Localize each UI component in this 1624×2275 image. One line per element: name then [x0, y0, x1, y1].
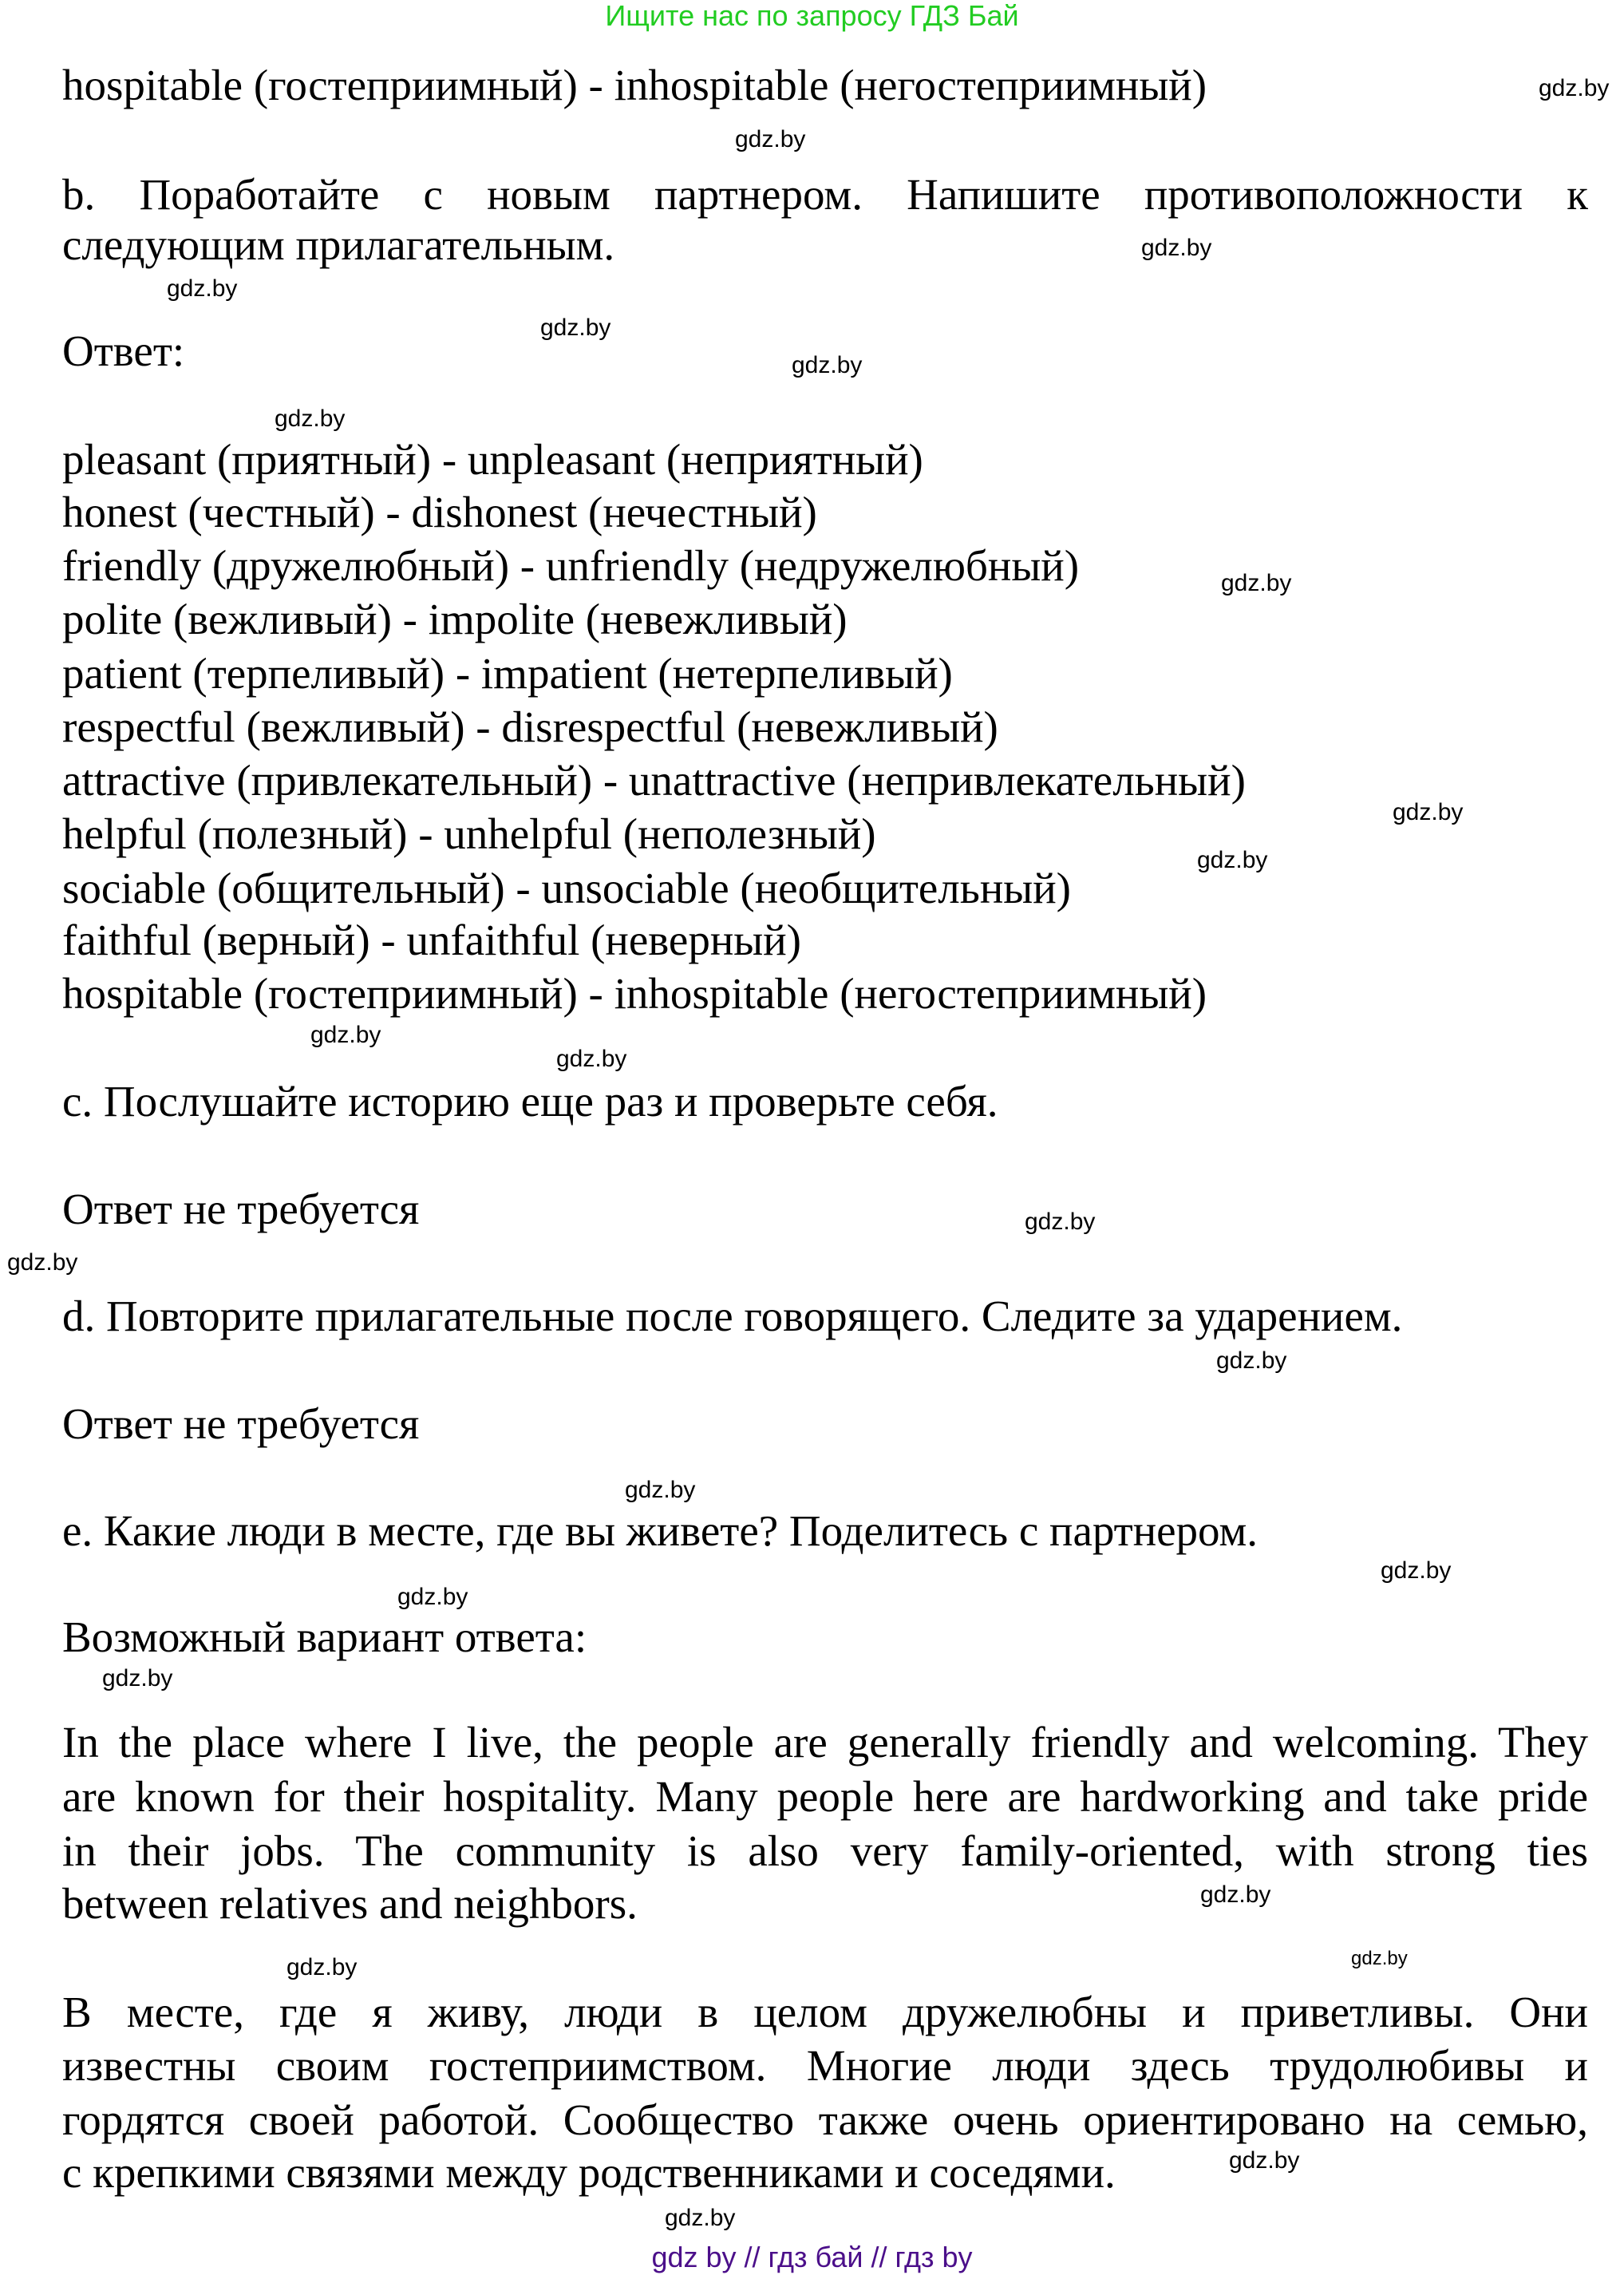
answer-c: Ответ не требуется — [62, 1185, 420, 1233]
pair-line: polite (вежливый) - impolite (невежливый) — [62, 595, 848, 643]
watermark: gdz.by — [286, 1954, 358, 1980]
watermark: gdz.by — [102, 1665, 173, 1691]
russian-paragraph-line: В месте, где я живу, люди в целом дружелюбны и приветливы. Они — [62, 1988, 1588, 2036]
pair-line: respectful (вежливый) - disrespectful (невежливый) — [62, 702, 998, 751]
top-pair-line: hospitable (гостеприимный) - inhospitable (негостеприимный) — [62, 61, 1207, 109]
task-b-line-2: следующим прилагательным. — [62, 220, 615, 269]
task-d: d. Повторите прилагательные после говорящего. Следите за ударением. — [62, 1292, 1403, 1340]
task-e: e. Какие люди в месте, где вы живете? Поделитесь с партнером. — [62, 1506, 1259, 1555]
possible-answer-label: Возможный вариант ответа: — [62, 1612, 587, 1661]
pair-line: hospitable (гостеприимный) - inhospitable (негостеприимный) — [62, 969, 1207, 1018]
watermark: gdz.by — [7, 1249, 78, 1276]
english-paragraph-line: are known for their hospitality. Many people here are hardworking and take pride — [62, 1772, 1588, 1821]
watermark: gdz.by — [540, 315, 611, 341]
watermark: gdz.by — [665, 2205, 736, 2231]
russian-paragraph-line: гордятся своей работой. Сообщество также очень ориентировано на семью, — [62, 2095, 1588, 2144]
pair-line: sociable (общительный) - unsociable (необщительный) — [62, 864, 1071, 912]
task-b-line-1: b. Поработайте с новым партнером. Напишите противоположности к — [62, 170, 1588, 219]
watermark: gdz.by — [310, 1022, 381, 1048]
watermark: gdz.by — [1025, 1209, 1096, 1235]
english-paragraph-line: In the place where I live, the people are generally friendly and welcoming. They — [62, 1718, 1588, 1767]
search-hint-banner: Ищите нас по запросу ГДЗ Бай — [605, 0, 1019, 32]
watermark: gdz.by — [1141, 235, 1212, 261]
watermark: gdz.by — [1221, 570, 1292, 596]
watermark: gdz.by — [1216, 1347, 1287, 1374]
russian-paragraph-line: известны своим гостеприимством. Многие люди здесь трудолюбивы и — [62, 2041, 1588, 2090]
watermark: gdz.by — [1393, 799, 1464, 825]
pair-line: helpful (полезный) - unhelpful (неполезный) — [62, 809, 876, 858]
watermark: gdz.by — [167, 275, 238, 302]
pair-line: honest (честный) - dishonest (нечестный) — [62, 488, 817, 536]
answer-label: Ответ: — [62, 326, 185, 375]
watermark: gdz.by — [1539, 75, 1610, 101]
watermark: gdz.by — [397, 1584, 468, 1610]
watermark: gdz.by — [1229, 2147, 1300, 2174]
pair-line: friendly (дружелюбный) - unfriendly (недружелюбный) — [62, 541, 1080, 590]
task-c: c. Послушайте историю еще раз и проверьте себя. — [62, 1077, 998, 1126]
watermark: gdz.by — [1381, 1557, 1452, 1584]
pair-line: pleasant (приятный) - unpleasant (неприятный) — [62, 435, 923, 484]
english-paragraph-line: in their jobs. The community is also very family-oriented, with strong ties — [62, 1826, 1588, 1875]
watermark: gdz.by — [792, 352, 863, 378]
russian-paragraph-line: с крепкими связями между родственниками и соседями. — [62, 2148, 1116, 2197]
footer-links[interactable]: gdz by // гдз бай // гдз by — [651, 2241, 973, 2273]
watermark: gdz.by — [1200, 1881, 1271, 1908]
watermark: gdz.by — [1197, 847, 1268, 873]
pair-line: patient (терпеливый) - impatient (нетерпеливый) — [62, 649, 953, 698]
watermark: gdz.by — [735, 126, 806, 152]
watermark: gdz.by — [625, 1477, 696, 1503]
watermark: gdz.by — [556, 1046, 627, 1072]
pair-line: faithful (верный) - unfaithful (неверный) — [62, 916, 801, 964]
english-paragraph-line: between relatives and neighbors. — [62, 1879, 638, 1928]
answer-d: Ответ не требуется — [62, 1399, 420, 1448]
pair-line: attractive (привлекательный) - unattractive (непривлекательный) — [62, 756, 1246, 805]
watermark: gdz.by — [275, 406, 346, 432]
watermark: gdz.by — [1351, 1948, 1408, 1969]
